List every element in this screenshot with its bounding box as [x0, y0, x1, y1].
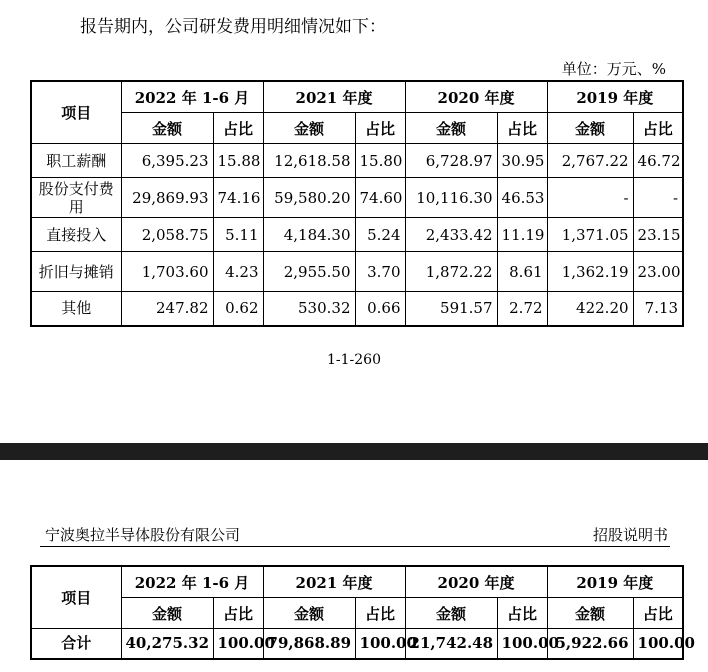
cell-amount: 4,184.30	[263, 218, 355, 252]
cell-ratio: 5.11	[213, 218, 263, 252]
document-type: 招股说明书	[592, 526, 668, 544]
cell-amount: 1,872.22	[405, 252, 497, 292]
header-amount: 金额	[121, 113, 213, 144]
cell-amount: 79,868.89	[263, 629, 355, 659]
cell-ratio: 46.53	[497, 178, 547, 218]
cell-ratio: 11.19	[497, 218, 547, 252]
row-label: 股份支付费用	[31, 178, 121, 218]
row-label: 折旧与摊销	[31, 252, 121, 292]
header-period: 2022 年 1-6 月	[121, 566, 263, 598]
cell-amount: 247.82	[121, 292, 213, 326]
cell-amount: 12,618.58	[263, 144, 355, 178]
cell-amount: 530.32	[263, 292, 355, 326]
header-ratio: 占比	[633, 598, 683, 629]
cell-amount: 59,580.20	[263, 178, 355, 218]
cell-amount: 2,955.50	[263, 252, 355, 292]
header-amount: 金额	[405, 598, 497, 629]
header-item: 项目	[31, 81, 121, 144]
rd-expense-total-table	[30, 565, 695, 660]
cell-ratio: 30.95	[497, 144, 547, 178]
header-ratio: 占比	[355, 113, 405, 144]
cell-amount: 40,275.32	[121, 629, 213, 659]
row-label: 职工薪酬	[31, 144, 121, 178]
cell-ratio: 0.62	[213, 292, 263, 326]
cell-amount: 2,767.22	[547, 144, 633, 178]
header-ratio: 占比	[633, 113, 683, 144]
cell-ratio: 100.00	[213, 629, 263, 659]
header-period: 2019 年度	[547, 81, 683, 113]
header-period: 2019 年度	[547, 566, 683, 598]
header-period: 2021 年度	[263, 81, 405, 113]
header-ratio: 占比	[355, 598, 405, 629]
cell-ratio: 4.23	[213, 252, 263, 292]
header-amount: 金额	[405, 113, 497, 144]
header-ratio: 占比	[213, 598, 263, 629]
cell-amount: 6,395.23	[121, 144, 213, 178]
header-amount: 金额	[547, 598, 633, 629]
row-label: 直接投入	[31, 218, 121, 252]
header-period: 2020 年度	[405, 566, 547, 598]
table-row	[31, 218, 683, 252]
cell-ratio: 46.72	[633, 144, 683, 178]
cell-ratio: 15.88	[213, 144, 263, 178]
cell-amount: 591.57	[405, 292, 497, 326]
header-amount: 金额	[121, 598, 213, 629]
cell-ratio: 100.00	[633, 629, 683, 659]
cell-amount: 2,433.42	[405, 218, 497, 252]
cell-amount: 29,869.93	[121, 178, 213, 218]
cell-ratio: 8.61	[497, 252, 547, 292]
cell-amount: 1,362.19	[547, 252, 633, 292]
intro-text: 报告期内，公司研发费用明细情况如下：	[80, 17, 386, 37]
header-ratio: 占比	[497, 113, 547, 144]
cell-ratio: 15.80	[355, 144, 405, 178]
header-amount: 金额	[263, 598, 355, 629]
cell-amount: 422.20	[547, 292, 633, 326]
total-row	[31, 629, 683, 659]
header-ratio: 占比	[213, 113, 263, 144]
header-item: 项目	[31, 566, 121, 629]
row-label: 合计	[31, 629, 121, 659]
header-ratio: 占比	[497, 598, 547, 629]
header-amount: 金额	[547, 113, 633, 144]
cell-amount: 2,058.75	[121, 218, 213, 252]
cell-ratio: 5.24	[355, 218, 405, 252]
cell-amount: 21,742.48	[405, 629, 497, 659]
rd-expense-table	[30, 80, 684, 327]
cell-ratio: 23.15	[633, 218, 683, 252]
cell-ratio: -	[633, 178, 683, 218]
cell-amount: 1,703.60	[121, 252, 213, 292]
page-number: 1-1-260	[327, 352, 381, 368]
company-name: 宁波奥拉半导体股份有限公司	[45, 526, 241, 544]
cell-ratio: 74.16	[213, 178, 263, 218]
cell-ratio: 23.00	[633, 252, 683, 292]
cell-ratio: 3.70	[355, 252, 405, 292]
cell-amount: -	[547, 178, 633, 218]
table-row	[31, 252, 683, 292]
header-period: 2022 年 1-6 月	[121, 81, 263, 113]
cell-ratio: 2.72	[497, 292, 547, 326]
cell-amount: 10,116.30	[405, 178, 497, 218]
row-label: 其他	[31, 292, 121, 326]
table-row	[31, 178, 683, 218]
cell-amount: 5,922.66	[547, 629, 633, 659]
table-row	[31, 144, 683, 178]
cell-amount: 1,371.05	[547, 218, 633, 252]
unit-label: 单位：万元、%	[561, 60, 666, 78]
header-period: 2020 年度	[405, 81, 547, 113]
cell-ratio: 100.00	[497, 629, 547, 659]
page-break-band	[0, 443, 708, 460]
header-amount: 金额	[263, 113, 355, 144]
cell-ratio: 74.60	[355, 178, 405, 218]
cell-ratio: 7.13	[633, 292, 683, 326]
cell-amount: 6,728.97	[405, 144, 497, 178]
header-rule	[40, 546, 670, 547]
table-row	[31, 292, 683, 326]
cell-ratio: 0.66	[355, 292, 405, 326]
cell-ratio: 100.00	[355, 629, 405, 659]
header-period: 2021 年度	[263, 566, 405, 598]
